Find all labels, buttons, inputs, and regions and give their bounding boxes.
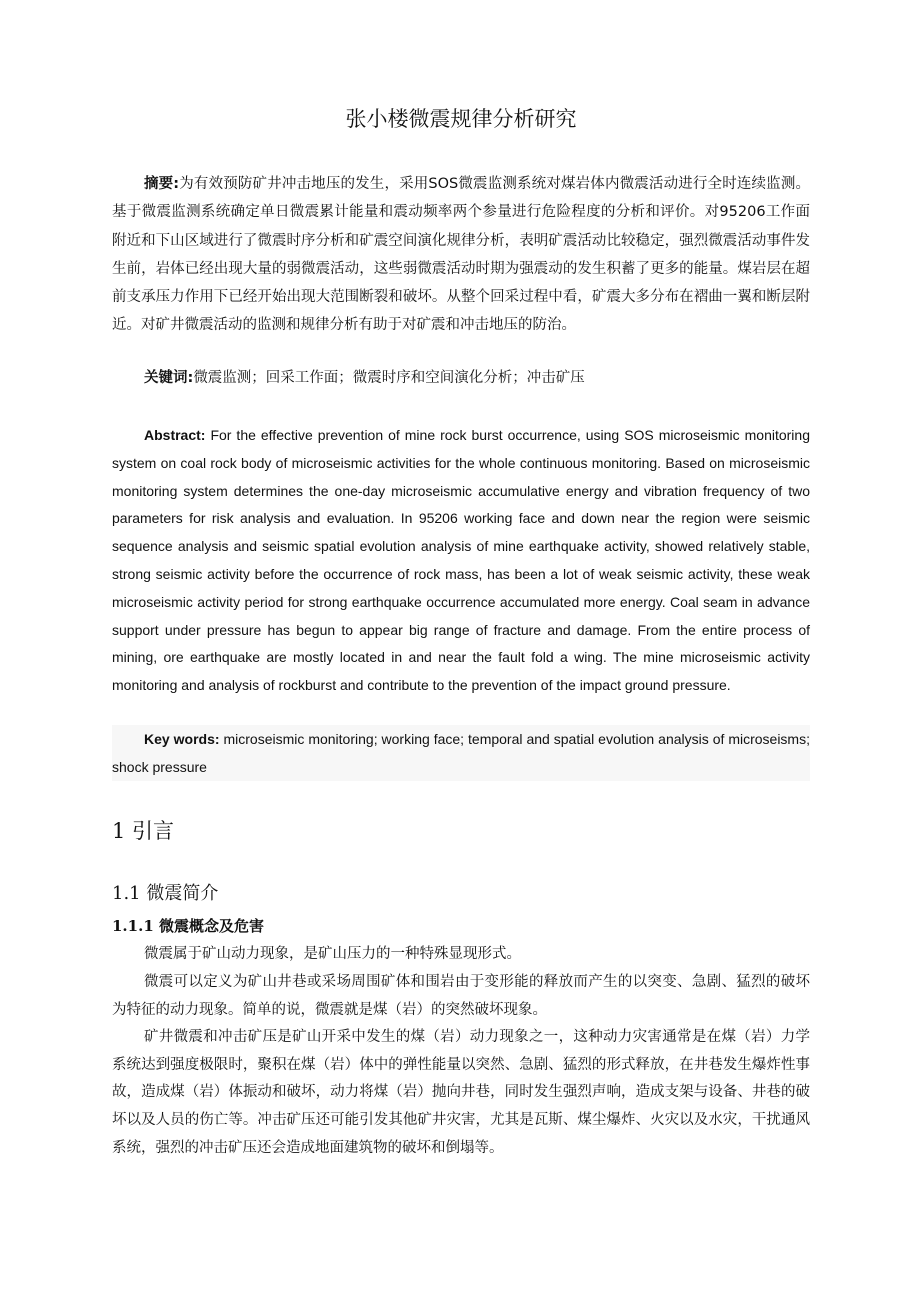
- abstract-en: [112, 422, 810, 700]
- keywords-cn-label: 关键词:: [144, 370, 194, 386]
- keywords-en-text: microseismic monitoring; working face; temporal and spatial evolution analysis of microseisms; shock pressure: [112, 731, 810, 775]
- keywords-cn: [112, 364, 810, 392]
- paper-title: 张小楼微震规律分析研究: [345, 107, 577, 131]
- keywords-cn-text: 微震监测；回采工作面；微震时序和空间演化分析；冲击矿压: [193, 370, 585, 386]
- section-heading-1: 1 引言: [112, 819, 175, 843]
- section-heading-1-1: 1.1 微震简介: [112, 883, 219, 904]
- section-heading-1-1-1: 1.1.1 微震概念及危害: [112, 917, 264, 935]
- abstract-cn-text: 为有效预防矿井冲击地压的发生，采用SOS微震监测系统对煤岩体内微震活动进行全时连续监测。基于微震监测系统确定单日微震累计能量和震动频率两个参量进行危险程度的分析和评价。对95206工作面附近和下山区域进行了微震时序分析和矿震空间演化规律分析，表明矿震活动比较稳定，强烈微震活动事件发生前，岩体已经出现大量的弱微震活动，这些弱微震活动时期为强震动的发生积蓄了更多的能量。煤岩层在超前支承压力作用下已经开始出现大范围断裂和破坏。从整个回采过程中看，矿震大多分布在褶曲一翼和断层附近。对矿井微震活动的监测和规律分析有助于对矿震和冲击地压的防治。: [112, 176, 810, 334]
- body-paragraph: 微震属于矿山动力现象，是矿山压力的一种特殊显现形式。: [144, 946, 521, 962]
- abstract-en-label: Abstract:: [144, 427, 206, 443]
- keywords-en: [112, 725, 810, 781]
- body-paragraph: 微震可以定义为矿山井巷或采场周围矿体和围岩由于变形能的释放而产生的以突变、急剧、猛烈的破坏为特征的动力现象。简单的说，微震就是煤（岩）的突然破坏现象。: [112, 974, 810, 1018]
- abstract-en-text: For the effective prevention of mine rock burst occurrence, using SOS microseismic monitoring system on coal rock body of microseismic activities for the whole continuous monitoring. Based on microseismic monitoring system determines the one-day microseismic accumulative energy and vibration frequency of two parameters for risk analysis and evaluation. In 95206 working face and down near the region were seismic sequence analysis and seismic spatial evolution analysis of mine earthquake activity, showed relatively stable, strong seismic activity before the occurrence of rock mass, has been a lot of weak seismic activity, these weak microseismic activity period for strong earthquake occurrence accumulated more energy. Coal seam in advance support under pressure has begun to appear big range of fracture and damage. From the entire process of mining, ore earthquake are mostly located in and near the fault fold a wing. The mine microseismic activity monitoring and analysis of rockburst and contribute to the prevention of the impact ground pressure.: [112, 427, 810, 694]
- abstract-cn: [112, 170, 810, 340]
- abstract-cn-label: 摘要:: [144, 176, 180, 192]
- keywords-en-label: Key words:: [144, 731, 220, 747]
- body-paragraph: 矿井微震和冲击矿压是矿山开采中发生的煤（岩）动力现象之一，这种动力灾害通常是在煤（岩）力学系统达到强度极限时，聚积在煤（岩）体中的弹性能量以突然、急剧、猛烈的形式释放，在井巷发生爆炸性事故，造成煤（岩）体振动和破坏，动力将煤（岩）抛向井巷，同时发生强烈声响，造成支架与设备、井巷的破坏以及人员的伤亡等。冲击矿压还可能引发其他矿井灾害，尤其是瓦斯、煤尘爆炸、火灾以及水灾，干扰通风系统，强烈的冲击矿压还会造成地面建筑物的破坏和倒塌等。: [112, 1029, 810, 1156]
